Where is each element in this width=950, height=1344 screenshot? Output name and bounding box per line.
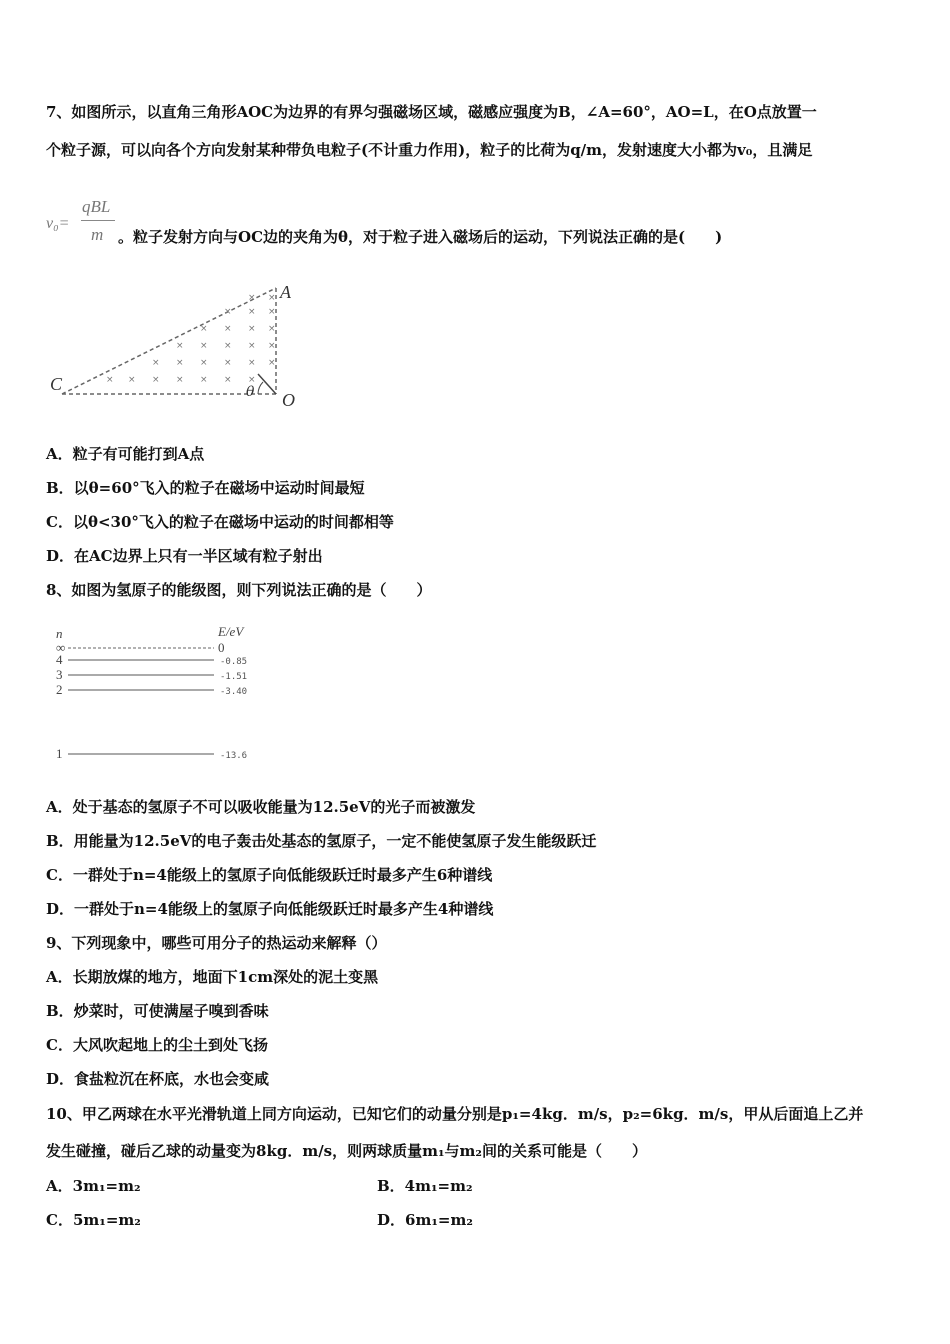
- svg-text:×: ×: [176, 358, 184, 368]
- q7-label-c: C: [50, 374, 63, 394]
- q8-option-b: B．用能量为12.5eV的电子轰击处基态的氢原子，一定不能使氢原子发生能级跃迁: [46, 832, 597, 850]
- svg-text:×: ×: [224, 341, 232, 351]
- svg-text:×: ×: [268, 324, 276, 334]
- svg-text:×: ×: [248, 307, 256, 317]
- svg-text:×: ×: [268, 307, 276, 317]
- q8-axis-n-label: n: [56, 626, 63, 641]
- q9-option-c: C．大风吹起地上的尘土到处飞扬: [46, 1036, 268, 1054]
- q10-option-d: D．6m₁=m₂: [377, 1211, 473, 1229]
- q7-option-a: A．粒子有可能打到A点: [46, 445, 205, 463]
- q8-level-2-e: -3.40: [220, 687, 248, 697]
- svg-text:×: ×: [106, 375, 114, 385]
- q7-stem-line1: 7、如图所示，以直角三角形AOC为边界的有界匀强磁场区域，磁感应强度为B，∠A=60°，AO=L，在O点放置一: [46, 103, 817, 121]
- svg-text:×: ×: [248, 375, 256, 385]
- svg-text:×: ×: [200, 358, 208, 368]
- q7-stem-line2: 个粒子源，可以向各个方向发射某种带负电粒子(不计重力作用)，粒子的比荷为q/m，发射速度大小都为v₀，且满足: [46, 141, 813, 159]
- q8-level-inf-n: ∞: [56, 640, 66, 655]
- q7-label-o: O: [282, 390, 295, 410]
- svg-text:×: ×: [152, 375, 160, 385]
- q8-stem: 8、如图为氢原子的能级图，则下列说法正确的是（ ）: [46, 581, 432, 599]
- svg-text:×: ×: [224, 375, 232, 385]
- q10-stem-line1: 10、甲乙两球在水平光滑轨道上同方向运动，已知它们的动量分别是p₁=4kg．m/s，p₂=6kg．m/s，甲从后面追上乙并: [46, 1105, 864, 1123]
- svg-text:×: ×: [248, 293, 256, 303]
- svg-text:×: ×: [224, 307, 232, 317]
- svg-text:×: ×: [128, 375, 136, 385]
- q7-label-a: A: [280, 282, 291, 302]
- svg-text:×: ×: [248, 341, 256, 351]
- q8-energy-level-diagram: [46, 622, 276, 767]
- q7-triangle-figure: [46, 278, 306, 413]
- q9-option-d: D．食盐粒沉在杯底，水也会变咸: [46, 1070, 270, 1088]
- q10-option-c: C．5m₁=m₂: [46, 1211, 141, 1229]
- q8-level-3-n: 3: [56, 667, 63, 682]
- svg-text:×: ×: [200, 341, 208, 351]
- q10-option-a: A．3m₁=m₂: [46, 1177, 141, 1195]
- svg-text:×: ×: [200, 375, 208, 385]
- q7-option-d: D．在AC边界上只有一半区域有粒子射出: [46, 547, 323, 565]
- q8-level-inf-e: 0: [218, 640, 225, 655]
- q8-level-1-e: -13.6: [220, 751, 248, 761]
- q8-level-3-e: -1.51: [220, 672, 248, 682]
- q10-stem-line2: 发生碰撞，碰后乙球的动量变为8kg．m/s，则两球质量m₁与m₂间的关系可能是（ ）: [46, 1142, 647, 1160]
- svg-text:×: ×: [152, 358, 160, 368]
- q8-option-a: A．处于基态的氢原子不可以吸收能量为12.5eV的光子而被激发: [46, 798, 476, 816]
- svg-text:×: ×: [176, 341, 184, 351]
- q9-stem: 9、下列现象中，哪些可用分子的热运动来解释（）: [46, 934, 387, 952]
- q9-option-b: B．炒菜时，可使满屋子嗅到香味: [46, 1002, 269, 1020]
- svg-text:×: ×: [224, 358, 232, 368]
- q7-stem-line3: 。粒子发射方向与OC边的夹角为θ，对于粒子进入磁场后的运动，下列说法正确的是( ): [118, 228, 723, 246]
- svg-text:×: ×: [268, 293, 276, 303]
- q8-level-4-n: 4: [56, 652, 63, 667]
- svg-text:×: ×: [248, 358, 256, 368]
- svg-text:×: ×: [176, 375, 184, 385]
- svg-text:×: ×: [248, 324, 256, 334]
- q8-axis-e-label: E/eV: [218, 624, 244, 639]
- q8-option-d: D．一群处于n=4能级上的氢原子向低能级跃迁时最多产生4种谱线: [46, 900, 494, 918]
- q8-level-1-n: 1: [56, 746, 63, 761]
- svg-text:×: ×: [268, 341, 276, 351]
- q8-level-4-e: -0.85: [220, 657, 248, 667]
- q10-option-b: B．4m₁=m₂: [377, 1177, 473, 1195]
- svg-text:×: ×: [268, 358, 276, 368]
- q8-level-2-n: 2: [56, 682, 63, 697]
- q7-option-b: B．以θ=60°飞入的粒子在磁场中运动时间最短: [46, 479, 365, 497]
- q8-option-c: C．一群处于n=4能级上的氢原子向低能级跃迁时最多产生6种谱线: [46, 866, 493, 884]
- q7-option-c: C．以θ<30°飞入的粒子在磁场中运动的时间都相等: [46, 513, 394, 531]
- q7-label-theta: θ: [246, 384, 255, 400]
- q9-option-a: A．长期放煤的地方，地面下1cm深处的泥土变黑: [46, 968, 379, 986]
- svg-text:×: ×: [224, 324, 232, 334]
- svg-text:×: ×: [200, 324, 208, 334]
